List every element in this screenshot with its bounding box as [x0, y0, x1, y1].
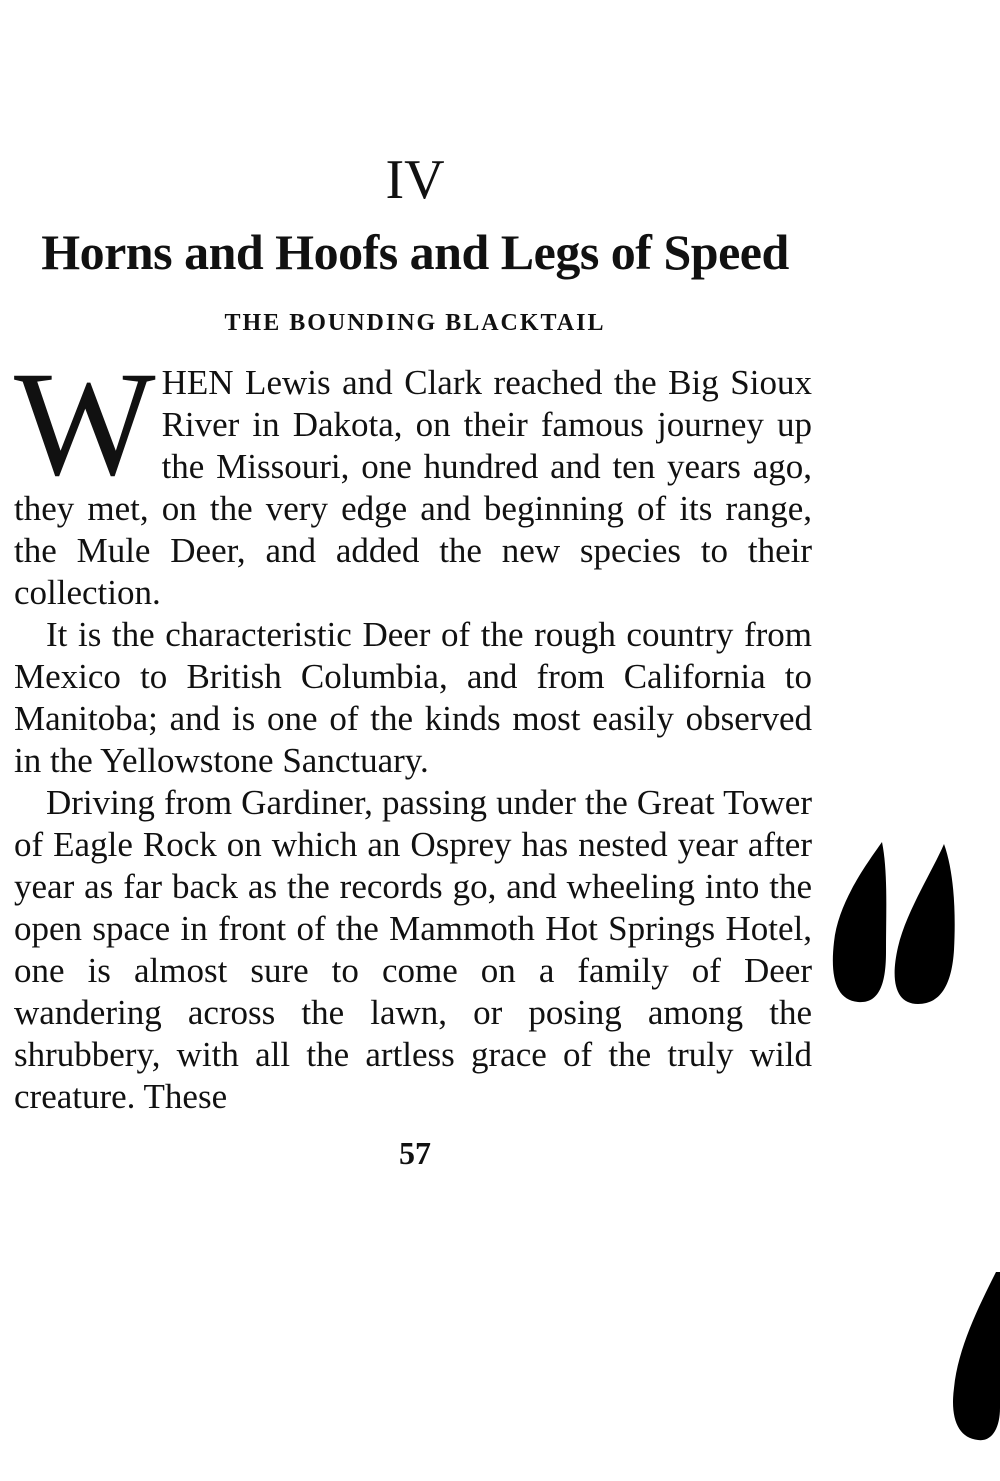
chapter-title: Horns and Hoofs and Legs of Speed [41, 224, 789, 280]
paragraph-1-text: HEN Lewis and Clark reached the Big Sioux River in Dakota, on their famous journey up the Missouri, one hundred and ten years ago, they met, on the very edge and beginning of its range, the Mule Deer, and added the new species to their collection. [14, 363, 812, 612]
paragraph-1 [14, 341, 812, 614]
section-heading: THE BOUNDING BLACKTAIL [224, 310, 606, 336]
paragraph-2: It is the characteristic Deer of the rough country from Mexico to British Columbia, and from California to Manitoba; and is one of the kinds most easily observed in the Yellowstone Sanctuary. [14, 615, 812, 780]
drop-cap: W [14, 341, 156, 507]
hoof-track-icon [948, 1268, 1000, 1448]
body-text [14, 341, 812, 1118]
chapter-number: IV [385, 149, 445, 211]
page-number: 57 [399, 1135, 431, 1171]
paragraph-3: Driving from Gardiner, passing under the Great Tower of Eagle Rock on which an Osprey has nested year after year as far back as the records go, and wheeling into the open space in front of the Mammoth Hot Springs Hotel, one is almost sure to come on a family of Deer wandering across the lawn, or posing among the shrubbery, with all the artless grace of the truly wild creature. These [14, 783, 812, 1116]
hoof-track-icon [828, 832, 968, 1012]
